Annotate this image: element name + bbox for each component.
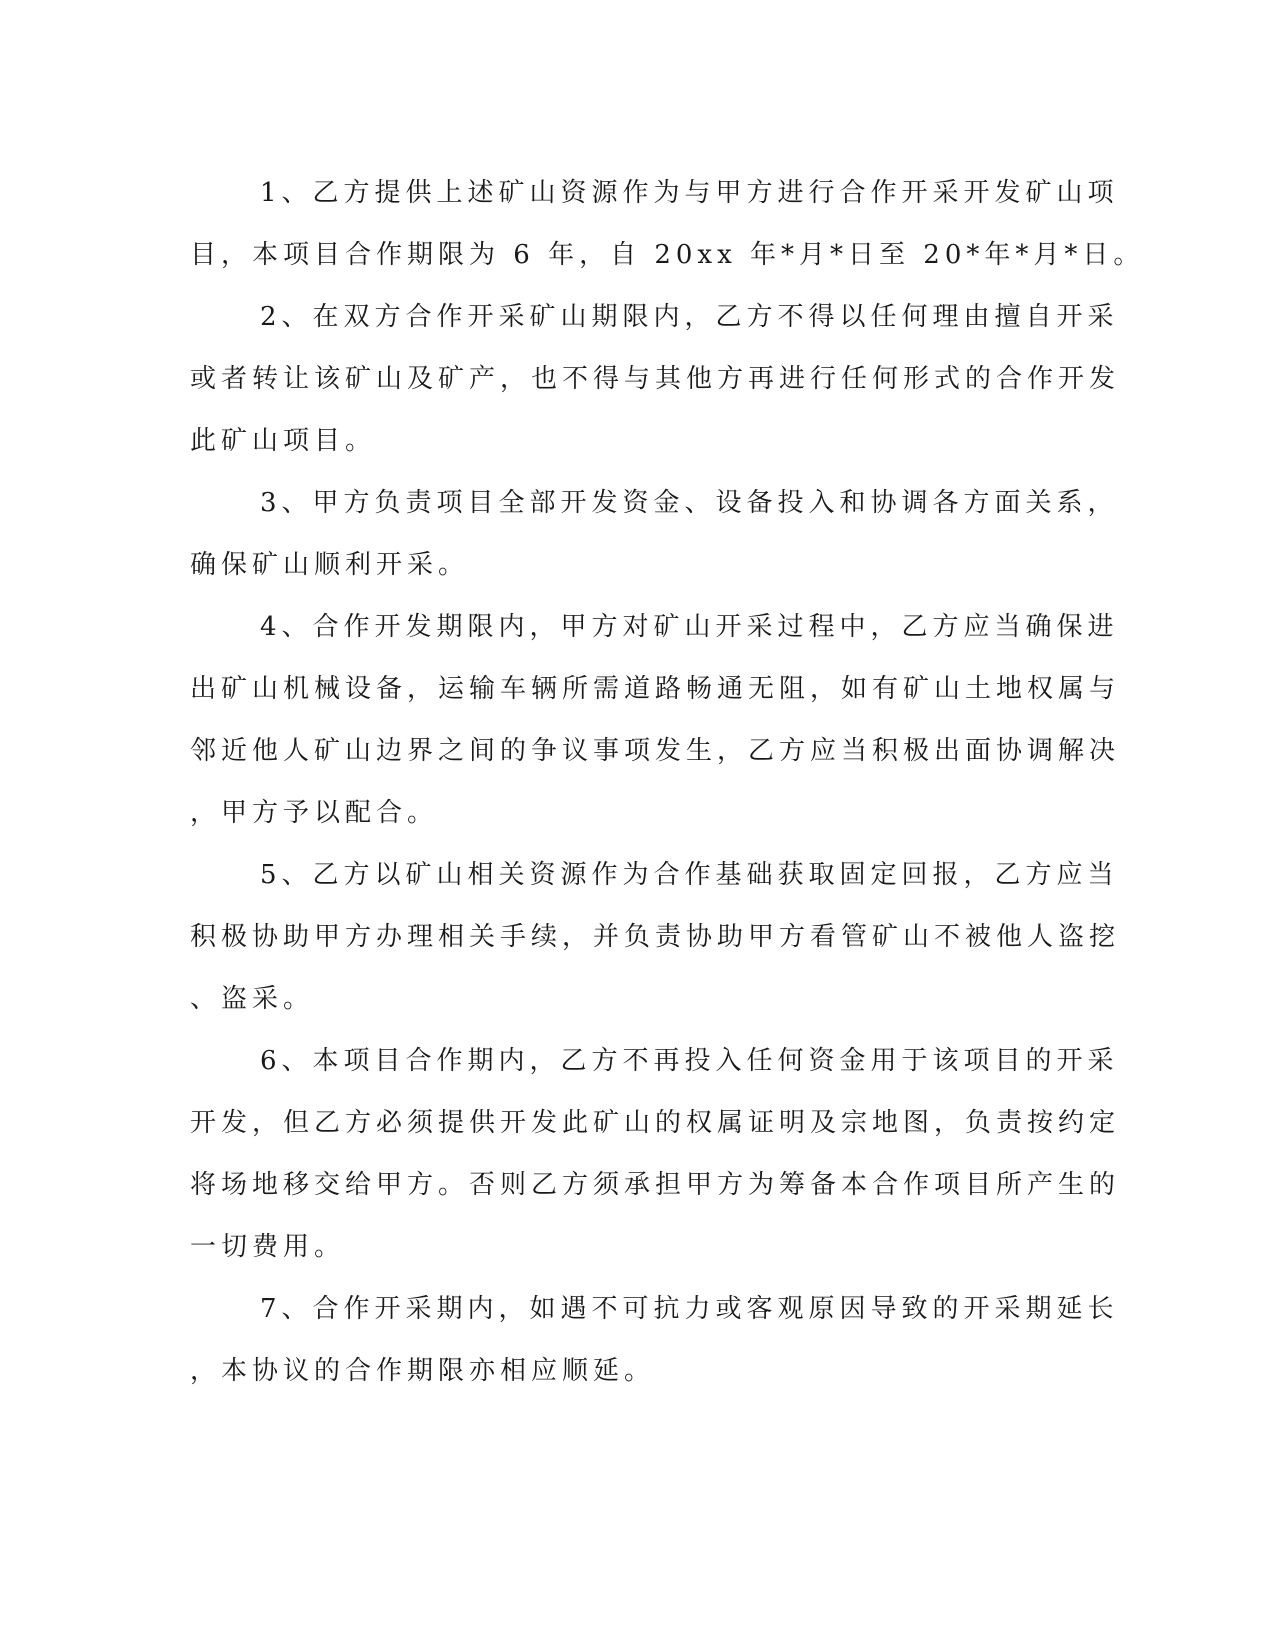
text-line: 3、甲方负责项目全部开发资金、设备投入和协调各方面关系， [260,488,1119,518]
text-line: 邻近他人矿山边界之间的争议事项发生，乙方应当积极出面协调解决 [190,736,1121,766]
text-line: 积极协助甲方办理相关手续，并负责协助甲方看管矿山不被他人盗挖 [190,922,1121,952]
text-line: 或者转让该矿山及矿产，也不得与其他方再进行任何形式的合作开发 [190,364,1121,394]
clause-2 [190,286,1121,472]
text-line: 、盗采。 [190,984,315,1014]
text-line: 目，本项目合作期限为 6 年，自 20xx 年*月*日至 20*年*月*日。 [190,240,1145,270]
text-line: 此矿山项目。 [190,426,377,456]
clause-5 [190,844,1121,1030]
clause-4 [190,596,1121,844]
text-line: 开发，但乙方必须提供开发此矿山的权属证明及宗地图，负责按约定 [190,1108,1121,1138]
text-line: 1、乙方提供上述矿山资源作为与甲方进行合作开采开发矿山项 [260,178,1119,208]
text-line: ，本协议的合作期限亦相应顺延。 [190,1356,656,1386]
text-line: 7、合作开采期内，如遇不可抗力或客观原因导致的开采期延长 [260,1294,1119,1324]
text-line: 4、合作开发期限内，甲方对矿山开采过程中，乙方应当确保进 [260,612,1119,642]
text-line: 一切费用。 [190,1232,346,1262]
document-body [190,162,1145,1402]
text-line: 6、本项目合作期内，乙方不再投入任何资金用于该项目的开采 [260,1046,1119,1076]
text-line: 出矿山机械设备，运输车辆所需道路畅通无阻，如有矿山土地权属与 [190,674,1121,704]
text-line: 确保矿山顺利开采。 [190,550,470,580]
text-line: 将场地移交给甲方。否则乙方须承担甲方为筹备本合作项目所产生的 [190,1170,1121,1200]
clause-3 [190,472,1119,596]
clause-1 [190,162,1145,286]
text-line: 2、在双方合作开采矿山期限内，乙方不得以任何理由擅自开采 [260,302,1119,332]
text-line: ，甲方予以配合。 [190,798,439,828]
clause-6 [190,1030,1121,1278]
text-line: 5、乙方以矿山相关资源作为合作基础获取固定回报，乙方应当 [260,860,1119,890]
clause-7 [190,1278,1119,1402]
